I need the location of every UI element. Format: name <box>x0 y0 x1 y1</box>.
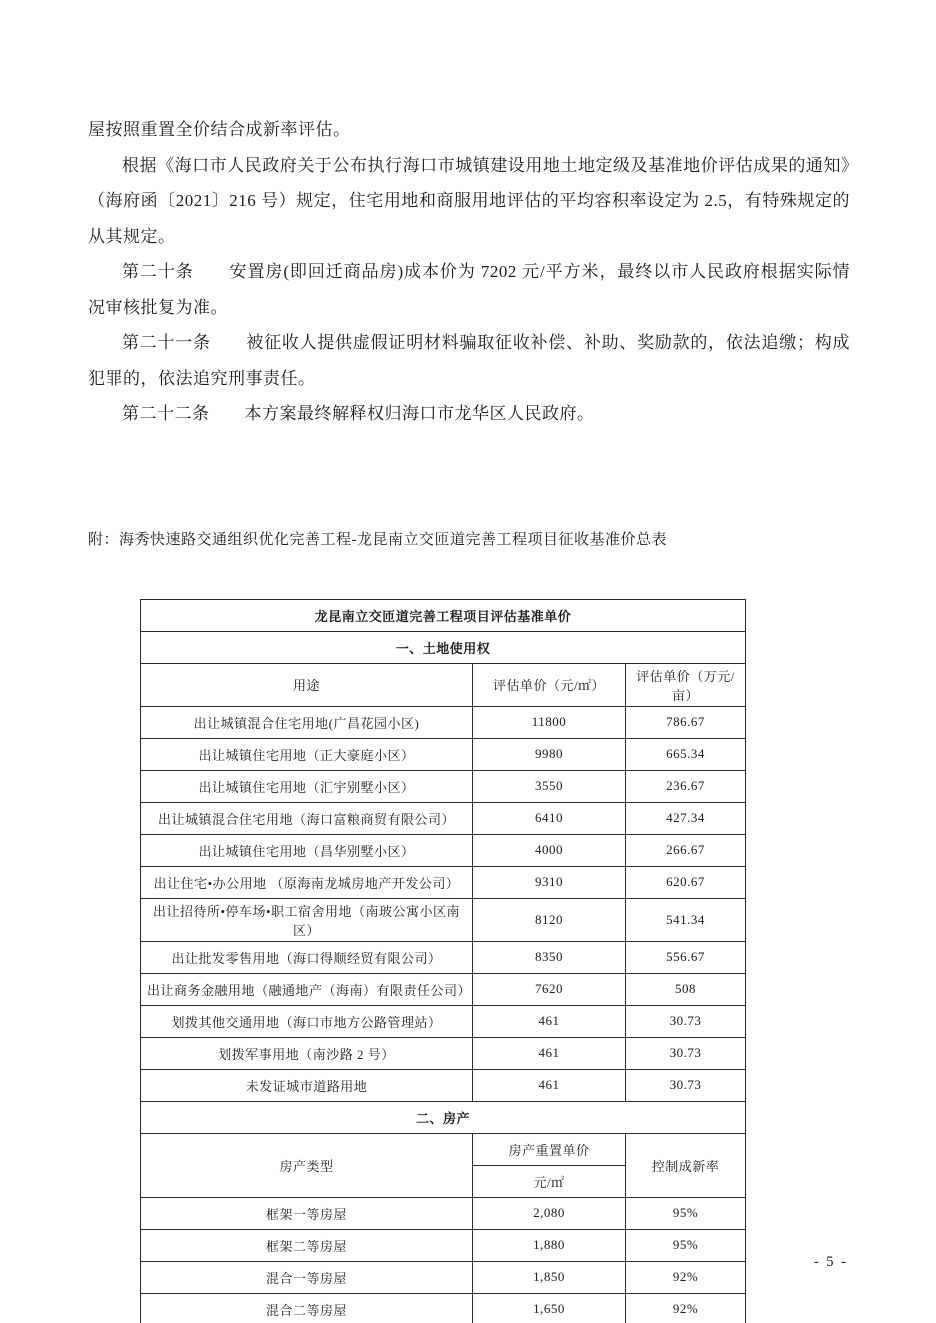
cell-property-type: 混合一等房屋 <box>141 1261 473 1293</box>
cell-price-mu: 30.73 <box>626 1069 746 1101</box>
appraisal-price-table <box>140 599 746 1323</box>
cell-price-m2: 9310 <box>473 866 626 898</box>
cell-replacement-price: 1,650 <box>473 1293 626 1323</box>
table-row <box>141 866 746 898</box>
cell-price-m2: 3550 <box>473 770 626 802</box>
cell-property-type: 框架一等房屋 <box>141 1197 473 1229</box>
attachment-label: 附：海秀快速路交通组织优化完善工程-龙昆南立交匝道完善工程项目征收基准价总表 <box>88 531 667 548</box>
cell-price-mu: 30.73 <box>626 1037 746 1069</box>
section2-header-row-top <box>141 1133 746 1165</box>
cell-newness-rate: 95% <box>626 1229 746 1261</box>
table-row <box>141 973 746 1005</box>
paragraph-regulation-notice: 根据《海口市人民政府关于公布执行海口市城镇建设用地土地定级及基准地价评估成果的通知》（海府函〔2021〕216 号）规定，住宅用地和商服用地评估的平均容积率设定为 2.5，有特殊规定的从其规定。 <box>88 155 850 246</box>
header-use: 用途 <box>141 663 473 706</box>
cell-price-m2: 6410 <box>473 802 626 834</box>
table-row <box>141 706 746 738</box>
table-row <box>141 770 746 802</box>
paragraph-article-20: 第二十条 安置房(即回迁商品房)成本价为 7202 元/平方米，最终以市人民政府根据实际情况审核批复为准。 <box>88 262 850 317</box>
paragraph-article-22: 第二十二条 本方案最终解释权归海口市龙华区人民政府。 <box>122 404 595 423</box>
table-row <box>141 1069 746 1101</box>
cell-price-mu: 786.67 <box>626 706 746 738</box>
cell-replacement-price: 1,850 <box>473 1261 626 1293</box>
table-row <box>141 1261 746 1293</box>
header-property-type: 房产类型 <box>141 1133 473 1197</box>
cell-price-m2: 7620 <box>473 973 626 1005</box>
table-row <box>141 1197 746 1229</box>
table-row <box>141 1037 746 1069</box>
table-title-row <box>141 599 746 631</box>
header-unit: 元/㎡ <box>473 1165 626 1197</box>
table-row <box>141 738 746 770</box>
section1-header-row <box>141 663 746 706</box>
header-price-m2: 评估单价（元/㎡） <box>473 663 626 706</box>
paragraph-continuation: 屋按照重置全价结合成新率评估。 <box>88 120 351 139</box>
cell-use: 出让城镇住宅用地（汇宇别墅小区） <box>141 770 473 802</box>
table-row <box>141 1293 746 1323</box>
cell-price-mu: 620.67 <box>626 866 746 898</box>
cell-use: 出让商务金融用地（融通地产（海南）有限责任公司） <box>141 973 473 1005</box>
cell-use: 出让城镇混合住宅用地（海口富粮商贸有限公司） <box>141 802 473 834</box>
table-row <box>141 898 746 941</box>
table-row <box>141 1229 746 1261</box>
cell-use: 出让住宅•办公用地 （原海南龙城房地产开发公司） <box>141 866 473 898</box>
cell-use: 划拨军事用地（南沙路 2 号） <box>141 1037 473 1069</box>
section1-label: 一、土地使用权 <box>141 631 746 663</box>
cell-price-mu: 508 <box>626 973 746 1005</box>
cell-price-mu: 236.67 <box>626 770 746 802</box>
cell-price-mu: 665.34 <box>626 738 746 770</box>
cell-use: 出让招待所•停车场•职工宿舍用地（南玻公寓小区南区） <box>141 898 473 941</box>
cell-price-mu: 541.34 <box>626 898 746 941</box>
cell-property-type: 框架二等房屋 <box>141 1229 473 1261</box>
section2-label-row <box>141 1101 746 1133</box>
cell-newness-rate: 95% <box>626 1197 746 1229</box>
cell-newness-rate: 92% <box>626 1293 746 1323</box>
cell-property-type: 混合二等房屋 <box>141 1293 473 1323</box>
table-row <box>141 802 746 834</box>
cell-price-m2: 11800 <box>473 706 626 738</box>
cell-newness-rate: 92% <box>626 1261 746 1293</box>
cell-price-m2: 461 <box>473 1069 626 1101</box>
cell-use: 出让城镇混合住宅用地(广昌花园小区) <box>141 706 473 738</box>
cell-use: 出让城镇住宅用地（昌华别墅小区） <box>141 834 473 866</box>
cell-price-m2: 8350 <box>473 941 626 973</box>
header-replacement-price: 房产重置单价 <box>473 1133 626 1165</box>
header-newness-rate: 控制成新率 <box>626 1133 746 1197</box>
cell-replacement-price: 1,880 <box>473 1229 626 1261</box>
section2-label: 二、房产 <box>141 1101 746 1133</box>
cell-use: 未发证城市道路用地 <box>141 1069 473 1101</box>
cell-replacement-price: 2,080 <box>473 1197 626 1229</box>
cell-price-mu: 556.67 <box>626 941 746 973</box>
cell-price-m2: 4000 <box>473 834 626 866</box>
cell-use: 划拨其他交通用地（海口市地方公路管理站） <box>141 1005 473 1037</box>
header-price-mu: 评估单价（万元/亩） <box>626 663 746 706</box>
table-row <box>141 941 746 973</box>
cell-use: 出让城镇住宅用地（正大豪庭小区） <box>141 738 473 770</box>
cell-use: 出让批发零售用地（海口得顺经贸有限公司） <box>141 941 473 973</box>
cell-price-m2: 461 <box>473 1037 626 1069</box>
page-number: - 5 - <box>813 1254 848 1270</box>
paragraph-article-21: 第二十一条 被征收人提供虚假证明材料骗取征收补偿、补助、奖励款的，依法追缴；构成犯罪的，依法追究刑事责任。 <box>88 333 850 388</box>
cell-price-m2: 9980 <box>473 738 626 770</box>
table-row <box>141 1005 746 1037</box>
table-title: 龙昆南立交匝道完善工程项目评估基准单价 <box>141 599 746 631</box>
cell-price-m2: 461 <box>473 1005 626 1037</box>
cell-price-mu: 266.67 <box>626 834 746 866</box>
cell-price-mu: 30.73 <box>626 1005 746 1037</box>
section1-label-row <box>141 631 746 663</box>
cell-price-m2: 8120 <box>473 898 626 941</box>
cell-price-mu: 427.34 <box>626 802 746 834</box>
table-row <box>141 834 746 866</box>
